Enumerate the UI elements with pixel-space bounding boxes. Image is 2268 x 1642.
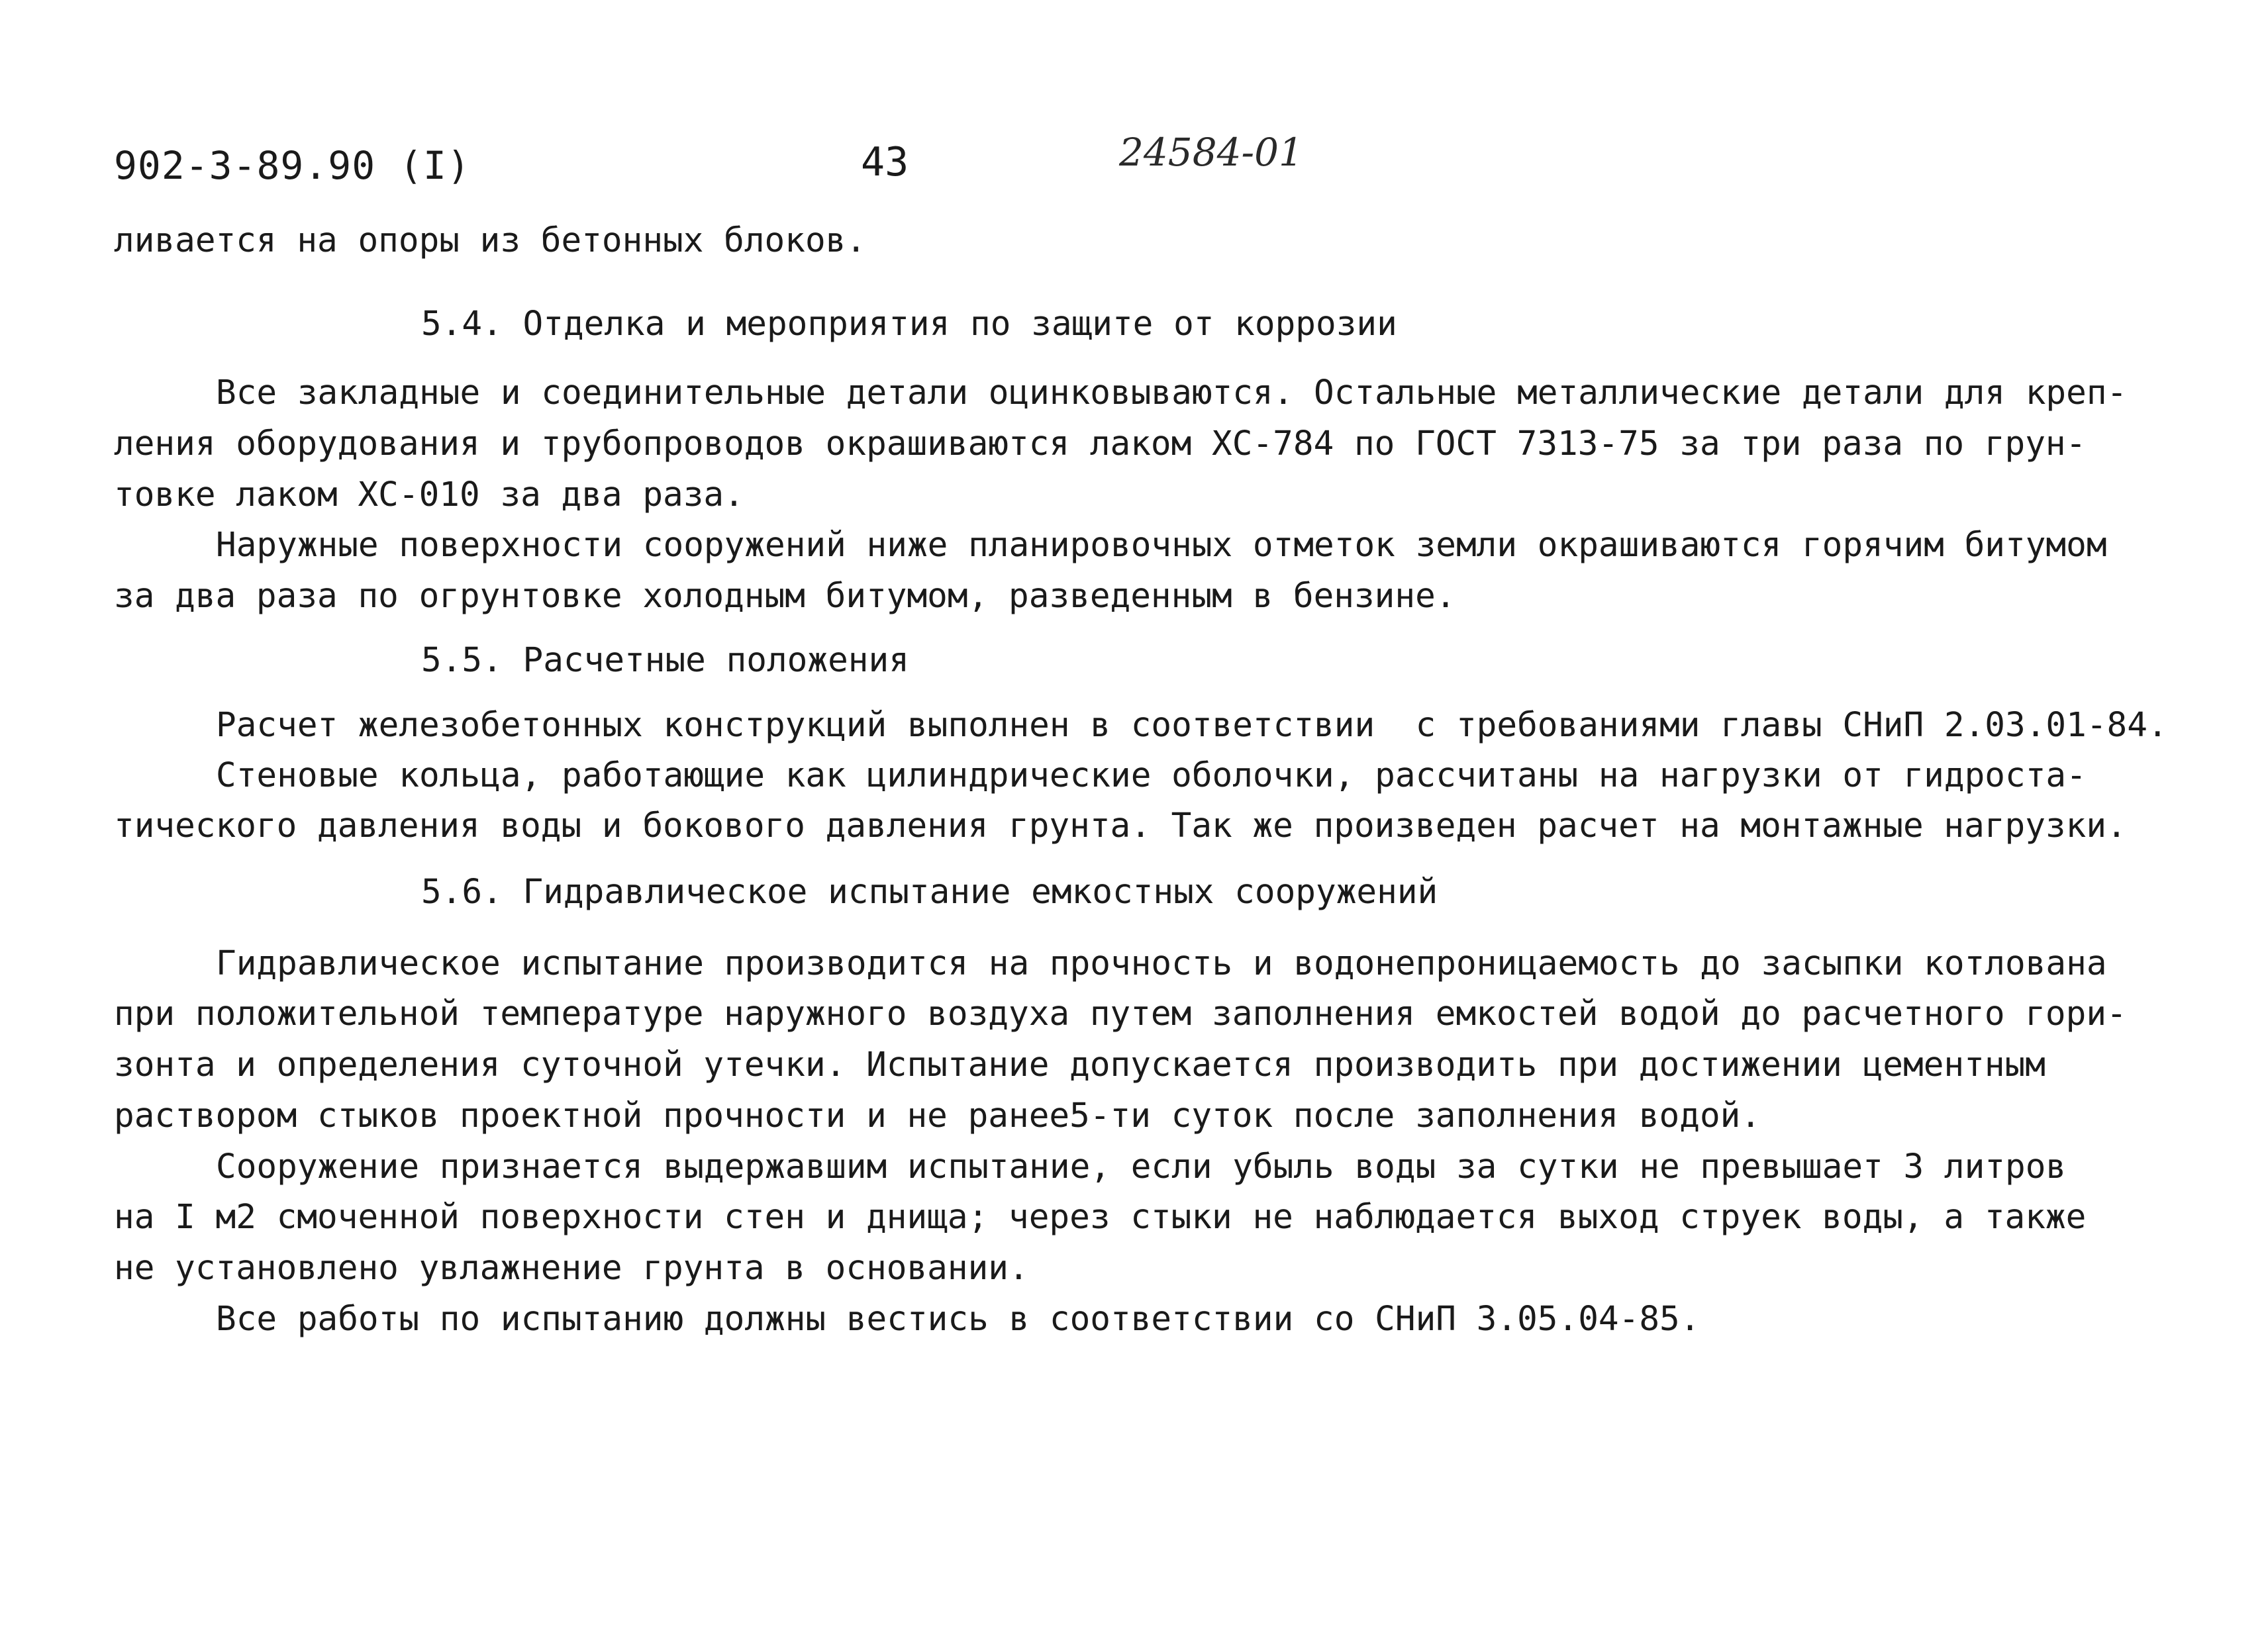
text-line: ления оборудования и трубопроводов окрашиваются лаком ХС-784 по ГОСТ 7313-75 за три раза по грун- [114,424,2087,463]
document-code: 902-3-89.90 (I) [114,143,471,188]
section-heading-5-4: 5.4. Отделка и мероприятия по защите от коррозии [421,305,1397,344]
section-heading-5-6: 5.6. Гидравлическое испытание емкостных сооружений [421,873,1438,912]
text-line: тического давления воды и бокового давления грунта. Так же произведен расчет на монтажные нагрузки. [114,806,2127,845]
text-line: Все закладные и соединительные детали оцинковываются. Остальные металлические детали для креп- [216,373,2128,412]
text-line: Все работы по испытанию должны вестись в соответствии со СНиП 3.05.04-85. [216,1300,1701,1339]
page-number: 43 [861,139,909,185]
text-line: за два раза по огрунтовке холодным битумом, разведенным в бензине. [114,577,1456,616]
text-line: Стеновые кольца, работающие как цилиндрические оболочки, рассчитаны на нагрузки от гидроста- [216,756,2087,795]
handwritten-inventory-number: 24584-01 [1119,130,1303,175]
text-line: Расчет железобетонных конструкций выполнен в соответствии с требованиями главы СНиП 2.03.01-84. [216,706,2168,745]
text-line: на I м2 смоченной поверхности стен и днища; через стыки не наблюдается выход струек воды, а также [114,1198,2087,1237]
text-line: товке лаком ХС-010 за два раза. [114,475,744,514]
text-line: не установлено увлажнение грунта в основании. [114,1249,1029,1288]
text-line: при положительной температуре наружного воздуха путем заполнения емкостей водой до расчетного гори- [114,994,2127,1034]
text-line: Гидравлическое испытание производится на прочность и водонепроницаемость до засыпки котлована [216,944,2107,983]
text-line: Сооружение признается выдержавшим испытание, если убыль воды за сутки не превышает 3 литров [216,1147,2067,1186]
text-line: зонта и определения суточной утечки. Испытание допускается производить при достижении цементным [114,1045,2046,1085]
section-heading-5-5: 5.5. Расчетные положения [421,641,909,680]
text-line: ливается на опоры из бетонных блоков. [114,221,867,260]
text-line: Наружные поверхности сооружений ниже планировочных отметок земли окрашиваются горячим битумом [216,526,2107,565]
text-line: раствором стыков проектной прочности и не ранее5-ти суток после заполнения водой. [114,1096,1761,1135]
